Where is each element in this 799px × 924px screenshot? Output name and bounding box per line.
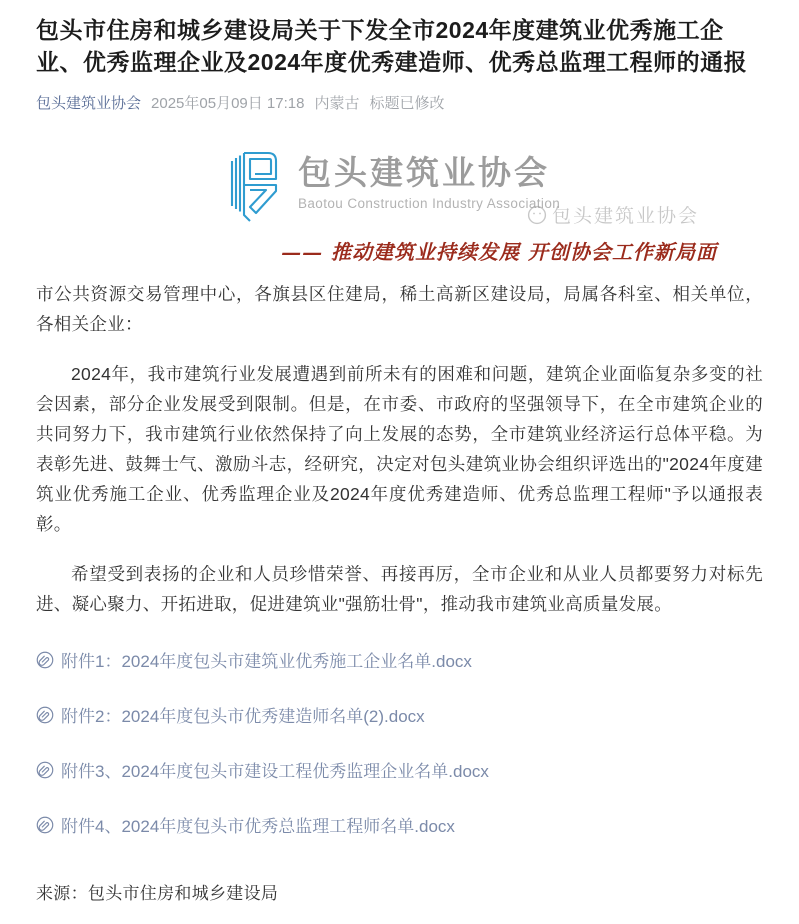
banner-image [36,127,763,267]
author-link[interactable]: 包头建筑业协会 [36,95,142,112]
source-line: 来源：包头市住房和城乡建设局 [36,884,279,903]
attachment-label: 附件1：2024年度包头市建筑业优秀施工企业名单.docx [61,652,472,671]
title-modified-badge[interactable]: 标题已修改 [369,95,445,112]
body-paragraph-2: 希望受到表扬的企业和人员珍惜荣誉、再接再厉，全市企业和从业人员都要努力对标先进、凝心聚力、开拓进取，促进建筑业"强筋壮骨"，推动我市建筑业高质量发展。 [36,564,763,614]
banner-slogan: —— 推动建筑业持续发展 开创协会工作新局面 [281,240,717,264]
org-name-en: Baotou Construction Industry Association [298,195,561,211]
article-meta [36,92,763,113]
attachment-label: 附件2：2024年度包头市优秀建造师名单(2).docx [61,707,425,726]
attachment-list [36,647,763,837]
body-paragraph-1: 2024年，我市建筑行业发展遭遇到前所未有的困难和问题，建筑企业面临复杂多变的社会因素，部分企业发展受到限制。但是，在市委、市政府的坚强领导下，在全市建筑企业的共同努力下，我市建筑行业依然保持了向上发展的态势，全市建筑业经济运行总体平稳。为表彰先进、鼓舞士气、激励斗志，经研究，决定对包头建筑业协会组织评选出的"2024年度建筑业优秀施工企业、优秀监理企业及2024年度优秀建造师、优秀总监理工程师"予以通报表彰。 [36,364,763,534]
org-name-cn: 包头建筑业协会 [298,154,550,192]
banner-logo-row [36,127,763,223]
attachment-link-4[interactable] [36,812,763,837]
paperclip-icon [36,651,54,669]
publish-date: 2025年05月09日 17:18 [151,95,305,112]
attachment-link-1[interactable] [36,647,763,672]
association-logo-icon [226,143,282,223]
attachment-label: 附件4、2024年度包头市优秀总监理工程师名单.docx [61,817,455,836]
attachment-link-3[interactable] [36,757,763,782]
article-body [36,279,763,619]
article-title: 包头市住房和城乡建设局关于下发全市2024年度建筑业优秀施工企业、优秀监理企业及2024年度优秀建造师、优秀总监理工程师的通报 [36,17,748,75]
attachment-link-2[interactable] [36,702,763,727]
paperclip-icon [36,816,54,834]
watermark-text: 包头建筑业协会 [551,206,699,227]
paperclip-icon [36,706,54,724]
org-name-block [298,155,560,210]
salutation-paragraph: 市公共资源交易管理中心，各旗县区住建局，稀土高新区建设局，局属各科室、相关单位，各相关企业： [36,284,763,334]
publish-location: 内蒙古 [314,95,360,112]
attachment-label: 附件3、2024年度包头市建设工程优秀监理企业名单.docx [61,762,489,781]
paperclip-icon [36,761,54,779]
